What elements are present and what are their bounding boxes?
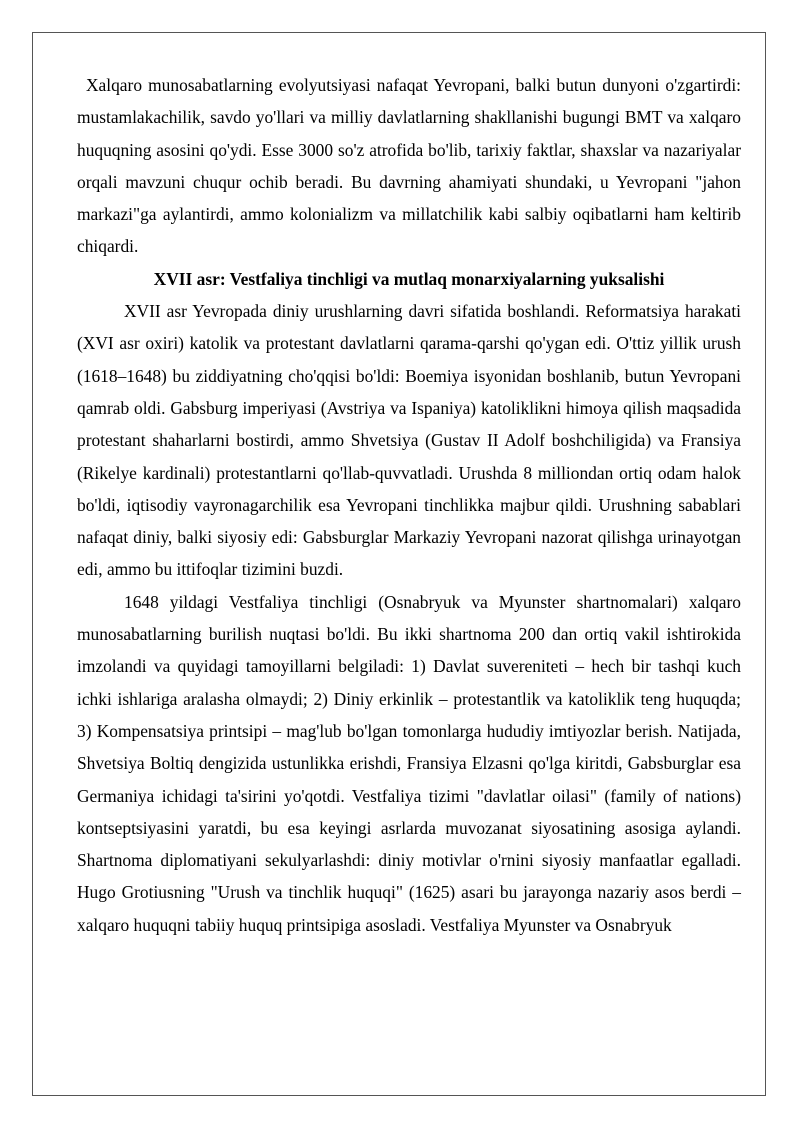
paragraph-thirty-years-war: XVII asr Yevropada diniy urushlarning davri sifatida boshlandi. Reformatsiya harakati (XVI asr oxiri) katolik va protestant davlatlarni qarama-qarshi qo'ygan edi. O'ttiz yillik urush (1618–1648) bu ziddiyatning cho'qqisi bo'ldi: Boemiya isyonidan boshlanib, butun Yevropani qamrab oldi. Gabsburg imperiyasi (Avstriya va Ispaniya) katoliklikni himoya qilish maqsadida protestant shaharlarni bostirdi, ammo Shvetsiya (Gustav II Adolf boshchiligida) va Fransiya (Rikelye kardinali) protestantlarni qo'llab-quvvatladi. Urushda 8 milliondan ortiq odam halok bo'ldi, iqtisodiy vayronagarchilik esa Yevropani tinchlikka majbur qildi. Urushning sabablari nafaqat diniy, balki siyosiy edi: Gabsburglar Markaziy Yevropani nazorat qilishga urinayotgan edi, ammo bu ittifoqlar tizimini buzdi. [77,301,741,580]
intro-paragraph: Xalqaro munosabatlarning evolyutsiyasi nafaqat Yevropani, balki butun dunyoni o'zgartirdi: mustamlakachilik, savdo yo'llari va milliy davlatlarning shakllanishi bugungi BMT va xalqaro huquqning asosini qo'ydi. Esse 3000 so'z atrofida bo'lib, tarixiy faktlar, shaxslar va nazariyalar orqali mavzuni chuqur ochib beradi. Bu davrning ahamiyati shundaki, u Yevropani "jahon markazi"ga aylantirdi, ammo kolonializm va millatchilik kabi salbiy oqibatlarni ham keltirib chiqardi. [77,75,741,257]
document-body [77,69,741,941]
section-heading: XVII asr: Vestfaliya tinchligi va mutlaq monarxiyalarning yuksalishi [153,268,665,289]
paragraph-westphalia: 1648 yildagi Vestfaliya tinchligi (Osnabryuk va Myunster shartnomalari) xalqaro munosabatlarning burilish nuqtasi bo'ldi. Bu ikki shartnoma 200 dan ortiq vakil ishtirokida imzolandi va quyidagi tamoyillarni belgiladi: 1) Davlat suvereniteti – hech bir tashqi kuch ichki ishlariga aralasha olmaydi; 2) Diniy erkinlik – protestantlik va katoliklik teng huquqda; 3) Kompensatsiya printsipi – mag'lub bo'lgan tomonlarga hududiy imtiyozlar berish. Natijada, Shvetsiya Boltiq dengizida ustunlikka erishdi, Fransiya Elzasni qo'lga kiritdi, Gabsburglar esa Germaniya ichidagi ta'sirini yo'qotdi. Vestfaliya tizimi "davlatlar oilasi" (family of nations) kontseptsiyasini yaratdi, bu esa keyingi asrlarda muvozanat siyosatining asosiga aylandi. Shartnoma diplomatiyani sekulyarlashdi: diniy motivlar o'rnini siyosiy manfaatlar egalladi. Hugo Grotiusning "Urush va tinchlik huquqi" (1625) asari bu jarayonga nazariy asos berdi – xalqaro huquqni tabiiy huquq printsipiga asosladi. Vestfaliya Myunster va Osnabryuk [77,591,741,935]
